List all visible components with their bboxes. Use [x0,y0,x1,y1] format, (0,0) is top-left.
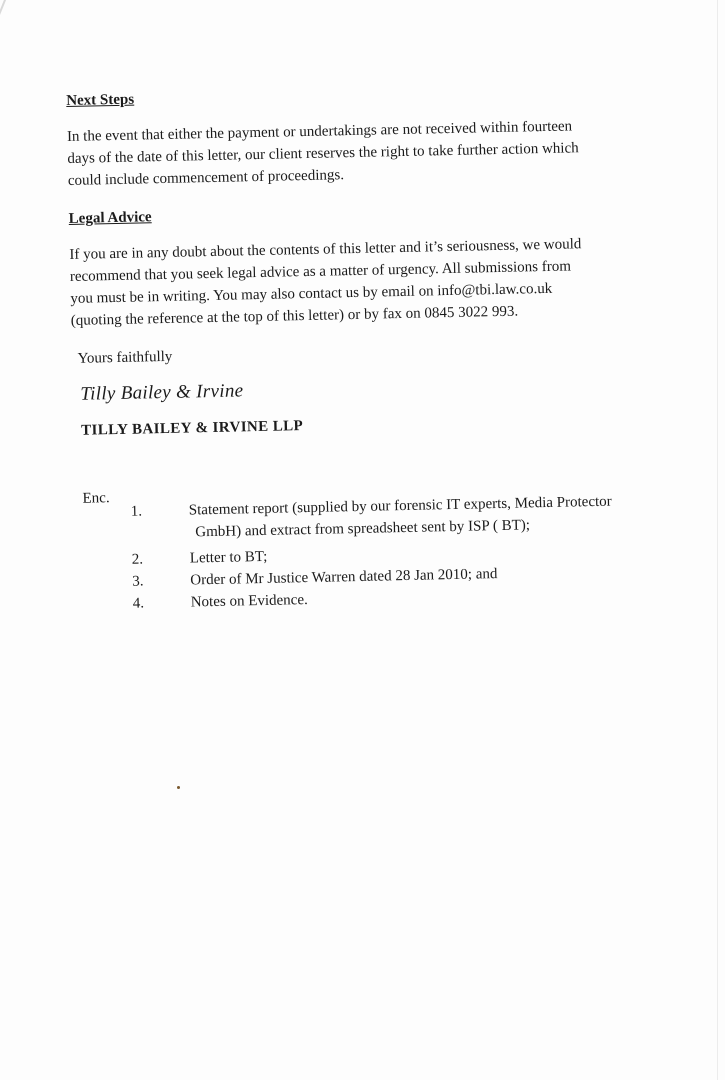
list-item-number: 3. [132,573,144,590]
enclosures-label: Enc. [82,490,110,507]
next-steps-heading: Next Steps [66,91,135,109]
legal-advice-paragraph [69,232,641,332]
list-item-number: 2. [131,551,144,568]
list-item-line: Statement report (supplied by our forensic IT experts, Media Protector [188,493,612,519]
paragraph-line: (quoting the reference at the top of this letter) or by fax on 0845 3022 993. [70,303,519,329]
paragraph-line: In the event that either the payment or undertakings are not received within fourteen [66,118,573,145]
list-item-line: Order of Mr Justice Warren dated 28 Jan 2010; and [190,566,498,589]
closing-salutation: Yours faithfully [77,348,173,367]
paragraph-line: could include commencement of proceedings. [67,167,345,189]
list-item-number: 4. [132,595,145,612]
list-item-line: Letter to BT; [189,548,268,567]
letter-body [66,78,647,616]
scan-crease-mark [0,0,14,101]
enclosures-section [74,476,647,616]
firm-name: TILLY BAILEY & IRVINE LLP [80,418,304,439]
next-steps-section [66,78,638,192]
list-item-text [189,490,646,544]
list-item-line: Notes on Evidence. [190,592,308,611]
scan-speck [177,786,180,789]
paragraph-line: recommend that you seek legal advice as a matter of urgency. All submissions from [69,258,572,285]
paragraph-line: If you are in any doubt about the contents of this letter and it’s seriousness, we would [69,236,582,263]
legal-advice-heading: Legal Advice [68,209,152,227]
enclosures-list [75,490,647,616]
next-steps-paragraph [67,114,638,192]
list-item-line: GmbH) and extract from spreadsheet sent by ISP ( BT); [195,517,531,541]
paragraph-line: days of the date of this letter, our client reserves the right to take further action which [67,140,579,167]
list-item-number: 1. [130,503,143,520]
legal-advice-section [68,196,640,332]
paragraph-line: you must be in writing. You may also contact us by email on info@tbi.law.co.uk [70,280,553,307]
signature: Tilly Bailey & Irvine [80,380,244,405]
page-edge [717,0,718,1080]
